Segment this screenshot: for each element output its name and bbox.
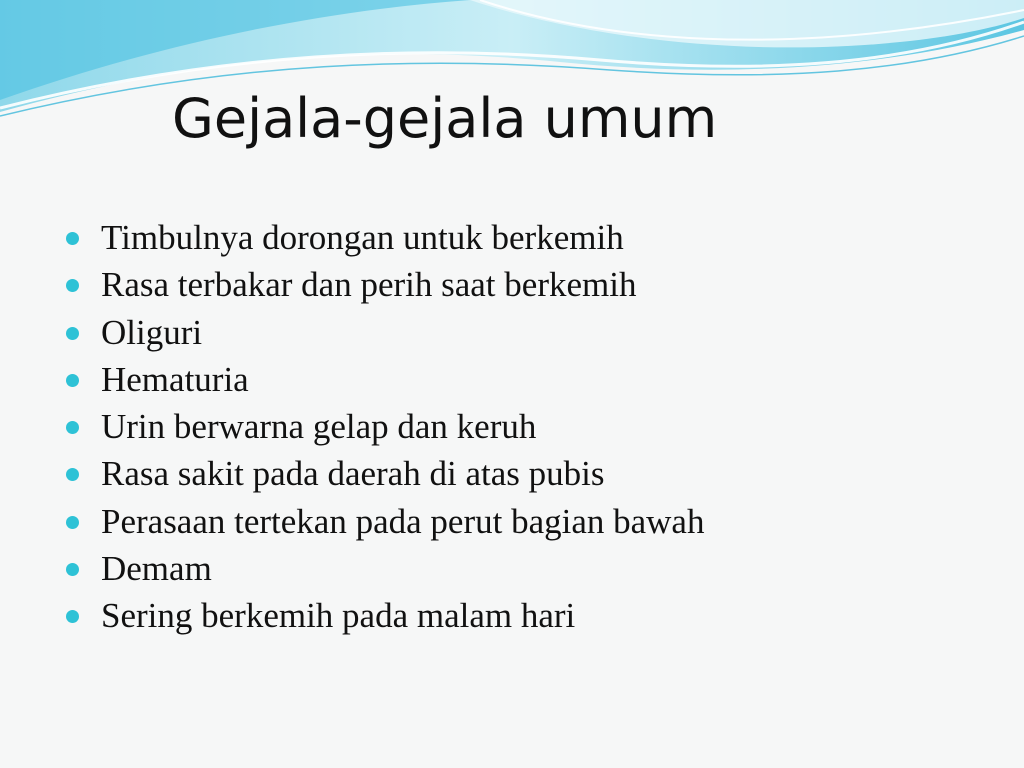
slide-title: Gejala-gejala umum <box>172 87 718 150</box>
list-item-text: Sering berkemih pada malam hari <box>101 596 576 636</box>
list-item-text: Oliguri <box>101 312 203 352</box>
list-item <box>64 261 704 308</box>
list-item-text: Rasa sakit pada daerah di atas pubis <box>101 454 605 494</box>
list-item-text: Urin berwarna gelap dan keruh <box>101 407 537 447</box>
bullet-dot-icon <box>66 610 79 623</box>
list-item <box>64 403 704 450</box>
list-item-text: Hematuria <box>101 359 249 399</box>
bullet-dot-icon <box>66 327 79 340</box>
bullet-dot-icon <box>66 563 79 576</box>
list-item <box>64 309 704 356</box>
bullet-dot-icon <box>66 468 79 481</box>
bullet-dot-icon <box>66 232 79 245</box>
list-item <box>64 356 704 403</box>
list-item-text: Demam <box>101 549 212 589</box>
list-item <box>64 450 704 497</box>
bullet-dot-icon <box>66 374 79 387</box>
list-item-text: Perasaan tertekan pada perut bagian bawah <box>101 501 705 541</box>
bullet-dot-icon <box>66 516 79 529</box>
list-item <box>64 498 704 545</box>
list-item <box>64 545 704 592</box>
bullet-list <box>64 214 704 640</box>
list-item-text: Rasa terbakar dan perih saat berkemih <box>101 265 637 305</box>
list-item <box>64 592 704 639</box>
bullet-dot-icon <box>66 421 79 434</box>
list-item-text: Timbulnya dorongan untuk berkemih <box>101 218 624 257</box>
bullet-dot-icon <box>66 279 79 292</box>
list-item <box>64 214 704 261</box>
